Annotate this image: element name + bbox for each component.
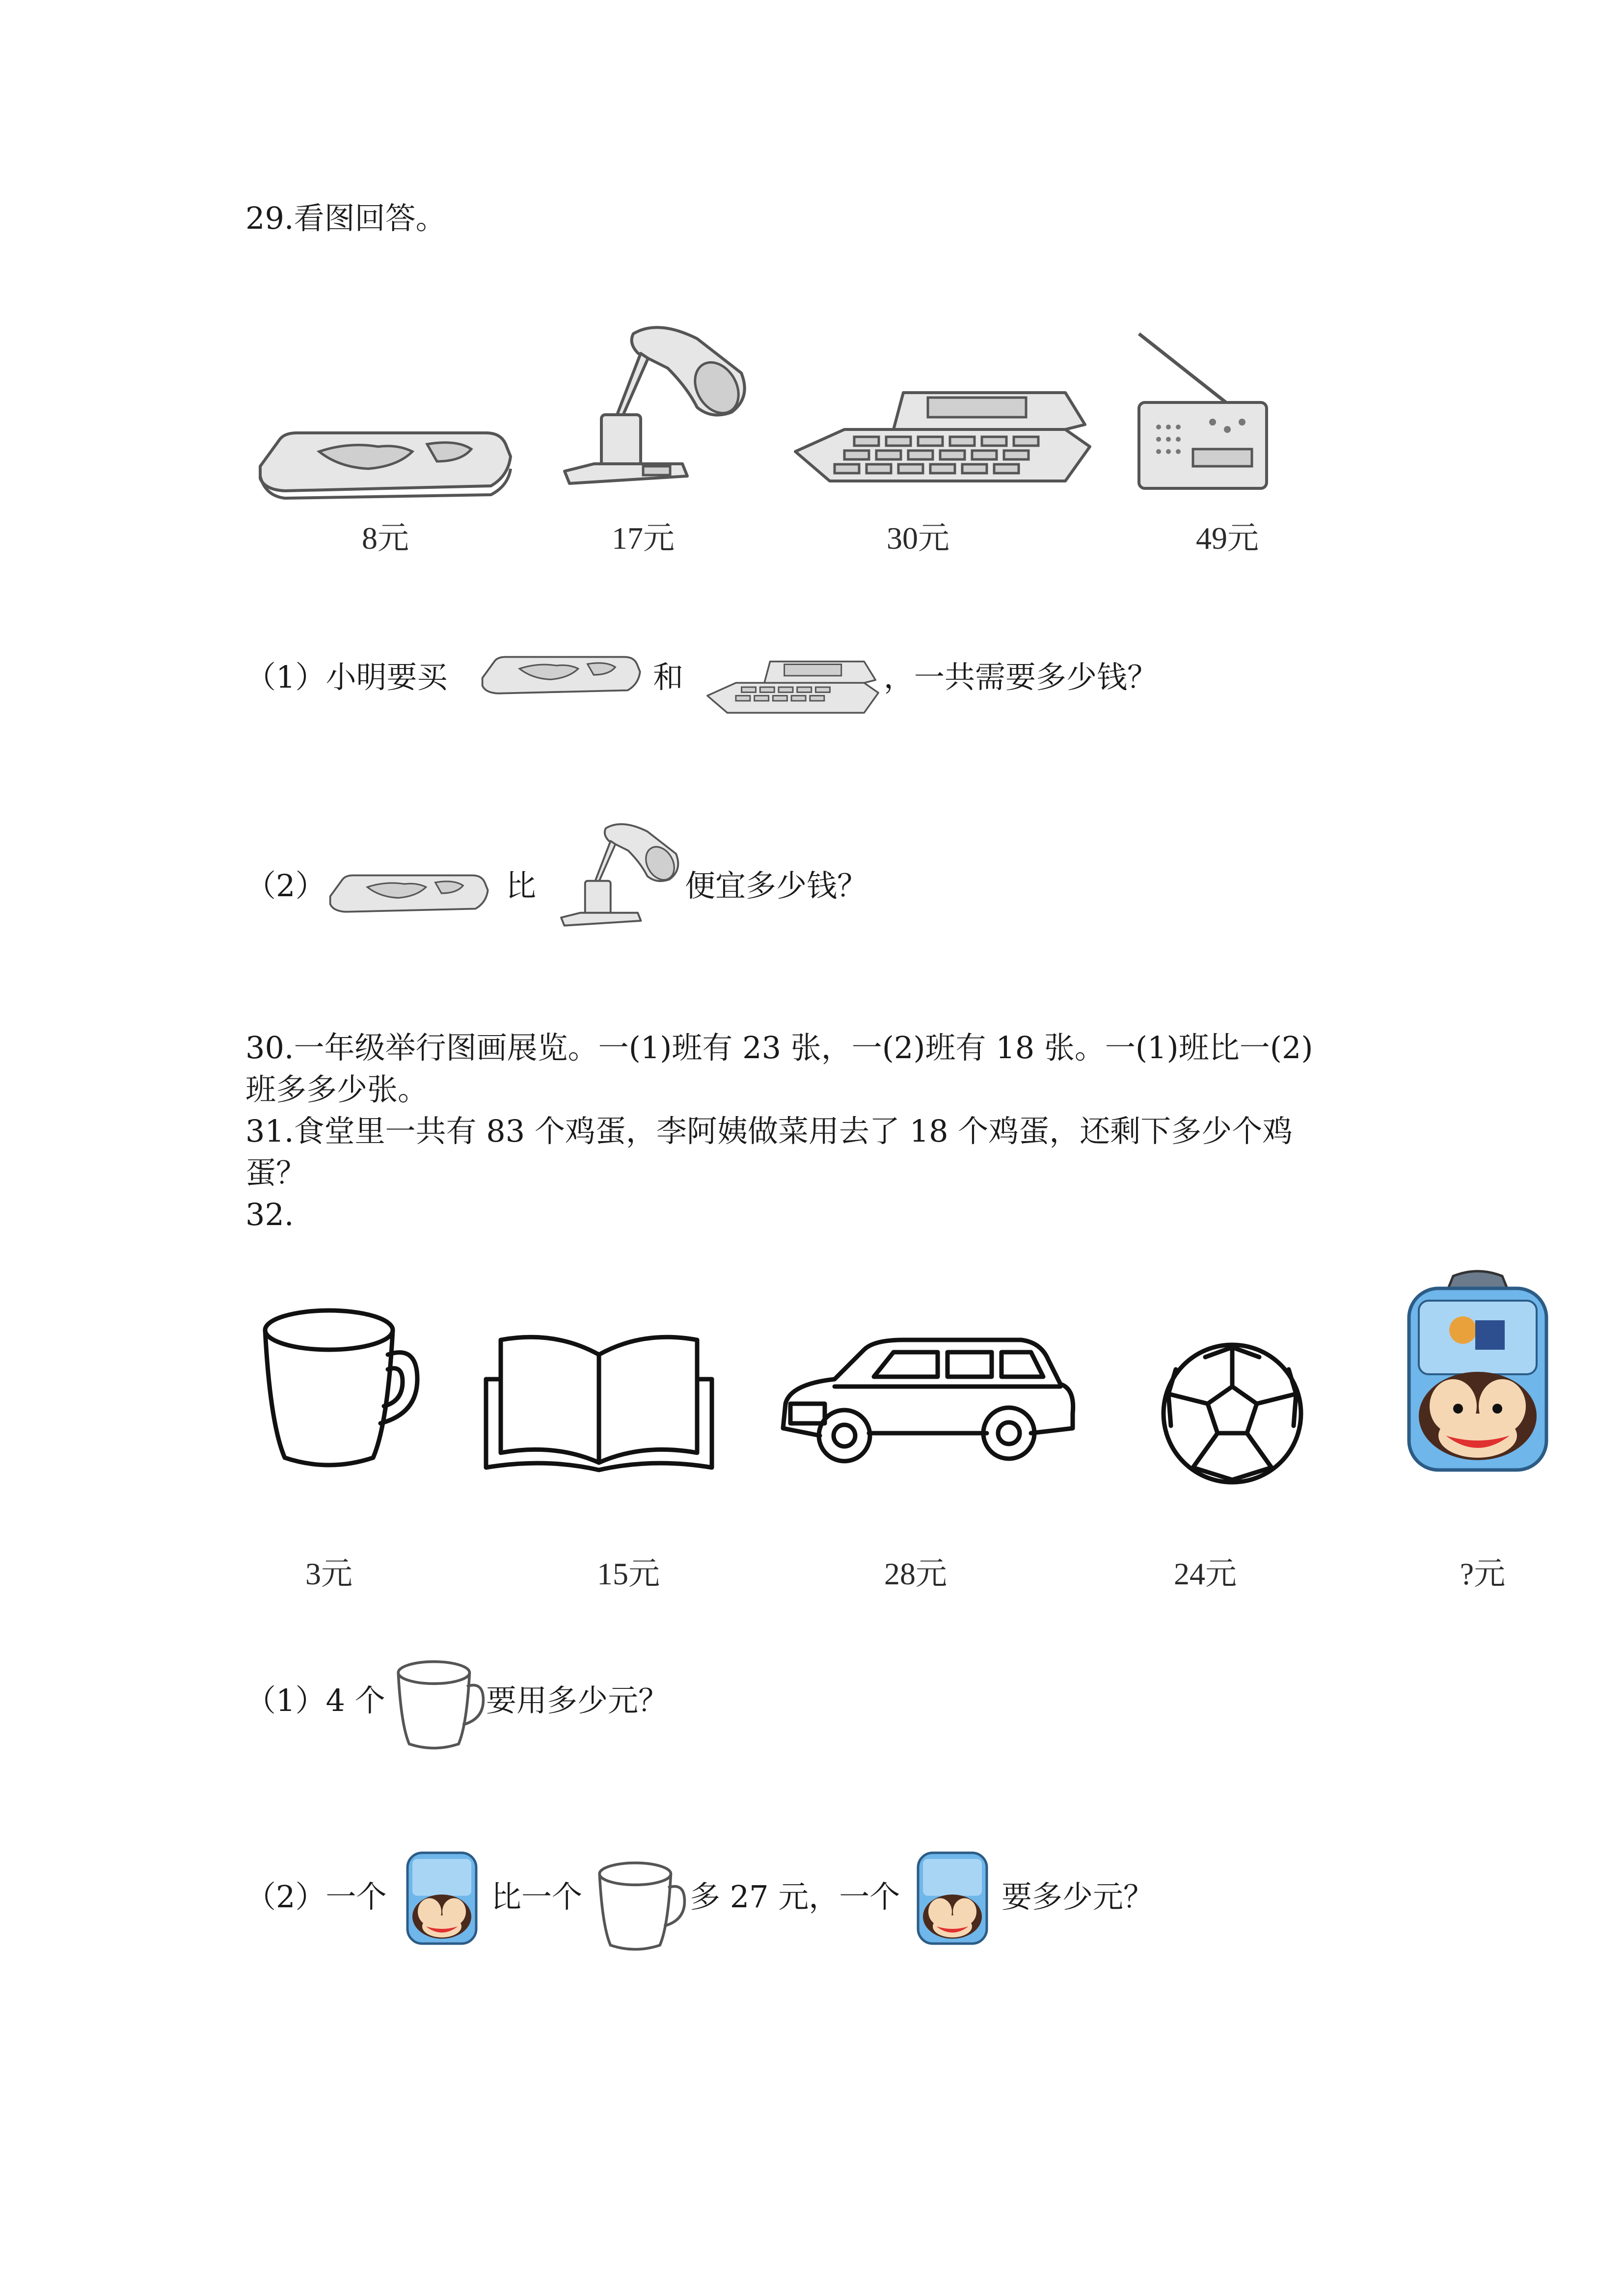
q32-sub2-suffix: 要多少元？ xyxy=(1001,1879,1154,1915)
q29-sub2-prefix: （2） xyxy=(245,868,326,904)
q32-sub2-mid2: 多 27 元，一个 xyxy=(690,1879,900,1915)
soccer-ball-icon xyxy=(1159,1340,1306,1487)
q31-line2: 蛋？ xyxy=(245,1155,307,1191)
q30-line1: 30.一年级举行图画展览。一(1)班有 23 张，一(2)班有 18 张。一(1)班比一(2) xyxy=(245,1030,1313,1066)
price-pencil-box: 8元 xyxy=(362,521,409,556)
q32-sub1-suffix: 要用多少元？ xyxy=(486,1682,669,1718)
car-icon xyxy=(776,1330,1080,1477)
backpack-icon xyxy=(1389,1266,1566,1477)
price-calculator: 30元 xyxy=(887,521,949,556)
mug-icon xyxy=(594,1855,687,1958)
q31-line1: 31.食堂里一共有 83 个鸡蛋，李阿姨做菜用去了 18 个鸡蛋，还剩下多少个鸡 xyxy=(245,1113,1293,1149)
price-soccer-ball: 24元 xyxy=(1174,1556,1237,1591)
q32-sub2-mid1: 比一个 xyxy=(491,1879,583,1915)
price-mug: 3元 xyxy=(305,1556,352,1591)
price-car: 28元 xyxy=(884,1556,947,1591)
backpack-icon xyxy=(908,1836,997,1953)
pencil-box-icon xyxy=(324,864,491,923)
price-radio: 49元 xyxy=(1196,521,1259,556)
radio-icon xyxy=(1129,324,1276,496)
book-icon xyxy=(481,1320,717,1477)
backpack-icon xyxy=(398,1836,486,1953)
q29-sub2-suffix: 便宜多少钱？ xyxy=(685,868,868,904)
q29-sub1-prefix: （1）小明要买 xyxy=(245,659,448,695)
q32-sub1-prefix: （1）4 个 xyxy=(245,1682,385,1718)
mug-icon xyxy=(255,1301,422,1477)
q29-sub1-mid: 和 xyxy=(653,659,684,695)
calculator-icon xyxy=(704,655,881,719)
desk-lamp-icon xyxy=(555,815,682,937)
calculator-icon xyxy=(790,383,1095,491)
price-lamp: 17元 xyxy=(612,521,675,556)
mug-icon xyxy=(393,1654,486,1757)
desk-lamp-icon xyxy=(555,314,751,501)
price-book: 15元 xyxy=(597,1556,660,1591)
price-backpack: ?元 xyxy=(1460,1556,1506,1591)
q32-heading: 32. xyxy=(245,1197,294,1232)
pencil-box-icon xyxy=(250,422,515,501)
q29-sub2-mid: 比 xyxy=(506,868,537,904)
q29-heading: 29.看图回答。 xyxy=(245,200,446,236)
q32-sub2-prefix: （2）一个 xyxy=(245,1879,387,1915)
q30-line2: 班多多少张。 xyxy=(245,1071,429,1107)
q29-sub1-suffix: ，一共需要多少钱？ xyxy=(884,659,1158,695)
pencil-box-icon xyxy=(476,648,643,702)
